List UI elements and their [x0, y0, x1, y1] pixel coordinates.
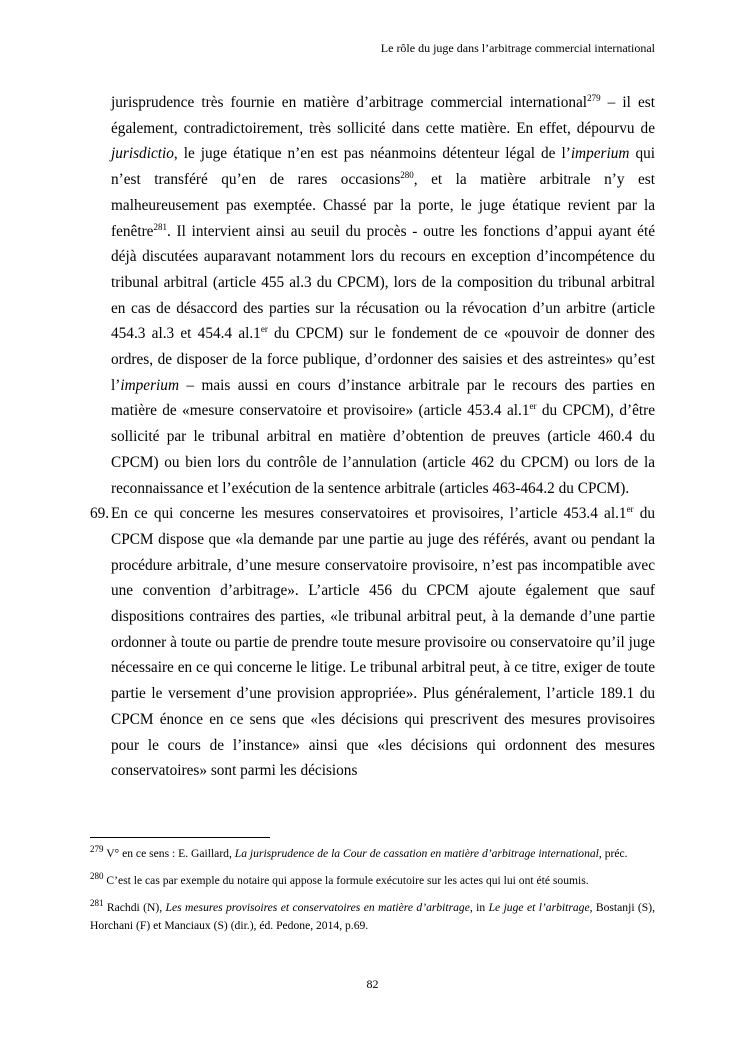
text-run: , le juge étatique n’en est pas néanmoins détenteur légal de l’: [173, 145, 571, 163]
footnote-ref-281[interactable]: 281: [153, 221, 167, 232]
footnotes: [90, 845, 655, 944]
footnote-separator: [90, 837, 270, 838]
running-header: Le rôle du juge dans l’arbitrage commercial international: [380, 41, 655, 55]
footnote-number: 279: [90, 844, 104, 855]
footnote-279: [90, 845, 655, 862]
main-text: [90, 90, 655, 784]
text-run: , Bostanji (S), Horchani (F) et Manciaux (S) (dir.), éd. Pedone, 2014, p.69.: [90, 901, 656, 932]
text-run: du CPCM dispose que «la demande par une partie au juge des référés, avant ou pendant la procédure arbitrale, d’une mesure conservatoire provisoire, n’est pas incompatible avec une convention d’arbitrage». L’article 456 du CPCM ajoute également que sauf dispositions contraires des parties, «le tribunal arbitral peut, à la demande d’une partie ordonner à toute ou partie de prendre toute mesure provisoire ou conservatoire qu’il juge nécessaire en ce qui concerne le litige. Le tribunal arbitral peut, à ce titre, exiger de toute partie le versement d’une provision appropriée». Plus généralement, l’article 189.1 du CPCM énonce en ce sens que «les décisions qui prescrivent des mesures provisoires pour le cours de l’instance» ainsi que «les décisions qui ordonnent des mesures conservatoires» sont parmi les décisions: [111, 505, 655, 780]
italic-title: Les mesures provisoires et conservatoires en matière d’arbitrage: [165, 901, 470, 915]
paragraph-69: [90, 501, 655, 784]
footnote-281: [90, 899, 655, 933]
text-run: , et la matière arbitrale n’y est malheureusement pas exemptée. Chassé par la porte, le juge étatique revient par la fenêtre: [111, 171, 655, 240]
italic-term: imperium: [120, 376, 179, 394]
text-run: En ce qui concerne les mesures conservatoires et provisoires, l’article 453.4 al.1: [111, 505, 627, 523]
footnote-number: 281: [90, 898, 104, 909]
text-run: du CPCM), d’être sollicité par le tribunal arbitral en matière d’obtention de preuves (article 460.4 du CPCM) ou bien lors du contrôle de l’annulation (article 462 du CPCM) ou lors de la reconnaissance et l’exécution de la sentence arbitrale (articles 463-464.2 du CPCM).: [111, 402, 655, 497]
footnote-ref-279[interactable]: 279: [587, 92, 601, 103]
text-run: qui n’est transféré qu’en de rares occasions: [111, 145, 656, 189]
text-run: Rachdi (N),: [103, 901, 166, 915]
text-run: . Il intervient ainsi au seuil du procès - outre les fonctions d’appui ayant été déjà discutées auparavant notamment lors du recours en exception d’incompétence du tribunal arbitral (article 455 al.3 du CPCM), lors de la composition du tribunal arbitral en cas de désaccord des parties sur la récusation ou la révocation d’un arbitre (article 454.3 al.3 et 454.4 al.1: [111, 222, 655, 343]
text-run: – il est également, contradictoirement, très sollicité dans cette matière. En effet, dépourvu de: [111, 94, 655, 137]
footnote-280: [90, 872, 655, 889]
text-run: jurisprudence très fournie en matière d’arbitrage commercial international: [111, 94, 588, 111]
text-run: – mais aussi en cours d’instance arbitrale par le recours des parties en matière de «mesure conservatoire et provisoire» (article 453.4 al.1: [111, 376, 655, 420]
text-run: du CPCM) sur le fondement de ce «pouvoir de donner des ordres, de disposer de la force publique, d’ordonner des saisies et des astreintes» qu’est l’: [111, 325, 655, 394]
text-run: , in: [469, 901, 489, 915]
footnote-number: 280: [90, 871, 104, 882]
page-number: 82: [366, 977, 379, 991]
italic-term: jurisdictio: [111, 145, 174, 163]
superscript: er: [529, 401, 537, 412]
superscript: er: [260, 324, 268, 335]
paragraph-number: 69.: [90, 505, 110, 523]
italic-title: La jurisprudence de la Cour de cassation en matière d’arbitrage international: [234, 847, 599, 860]
text-run: , préc.: [598, 847, 628, 860]
text-run: V° en ce sens : E. Gaillard,: [103, 847, 235, 860]
footnote-ref-280[interactable]: 280: [400, 170, 414, 181]
italic-term: imperium: [570, 145, 630, 163]
superscript: er: [626, 504, 634, 515]
paragraph-continued: [90, 90, 655, 501]
italic-title: Le juge et l’arbitrage: [488, 901, 590, 915]
text-run: C’est le cas par exemple du notaire qui appose la formule exécutoire sur les actes qui lui ont été soumis.: [103, 874, 589, 888]
